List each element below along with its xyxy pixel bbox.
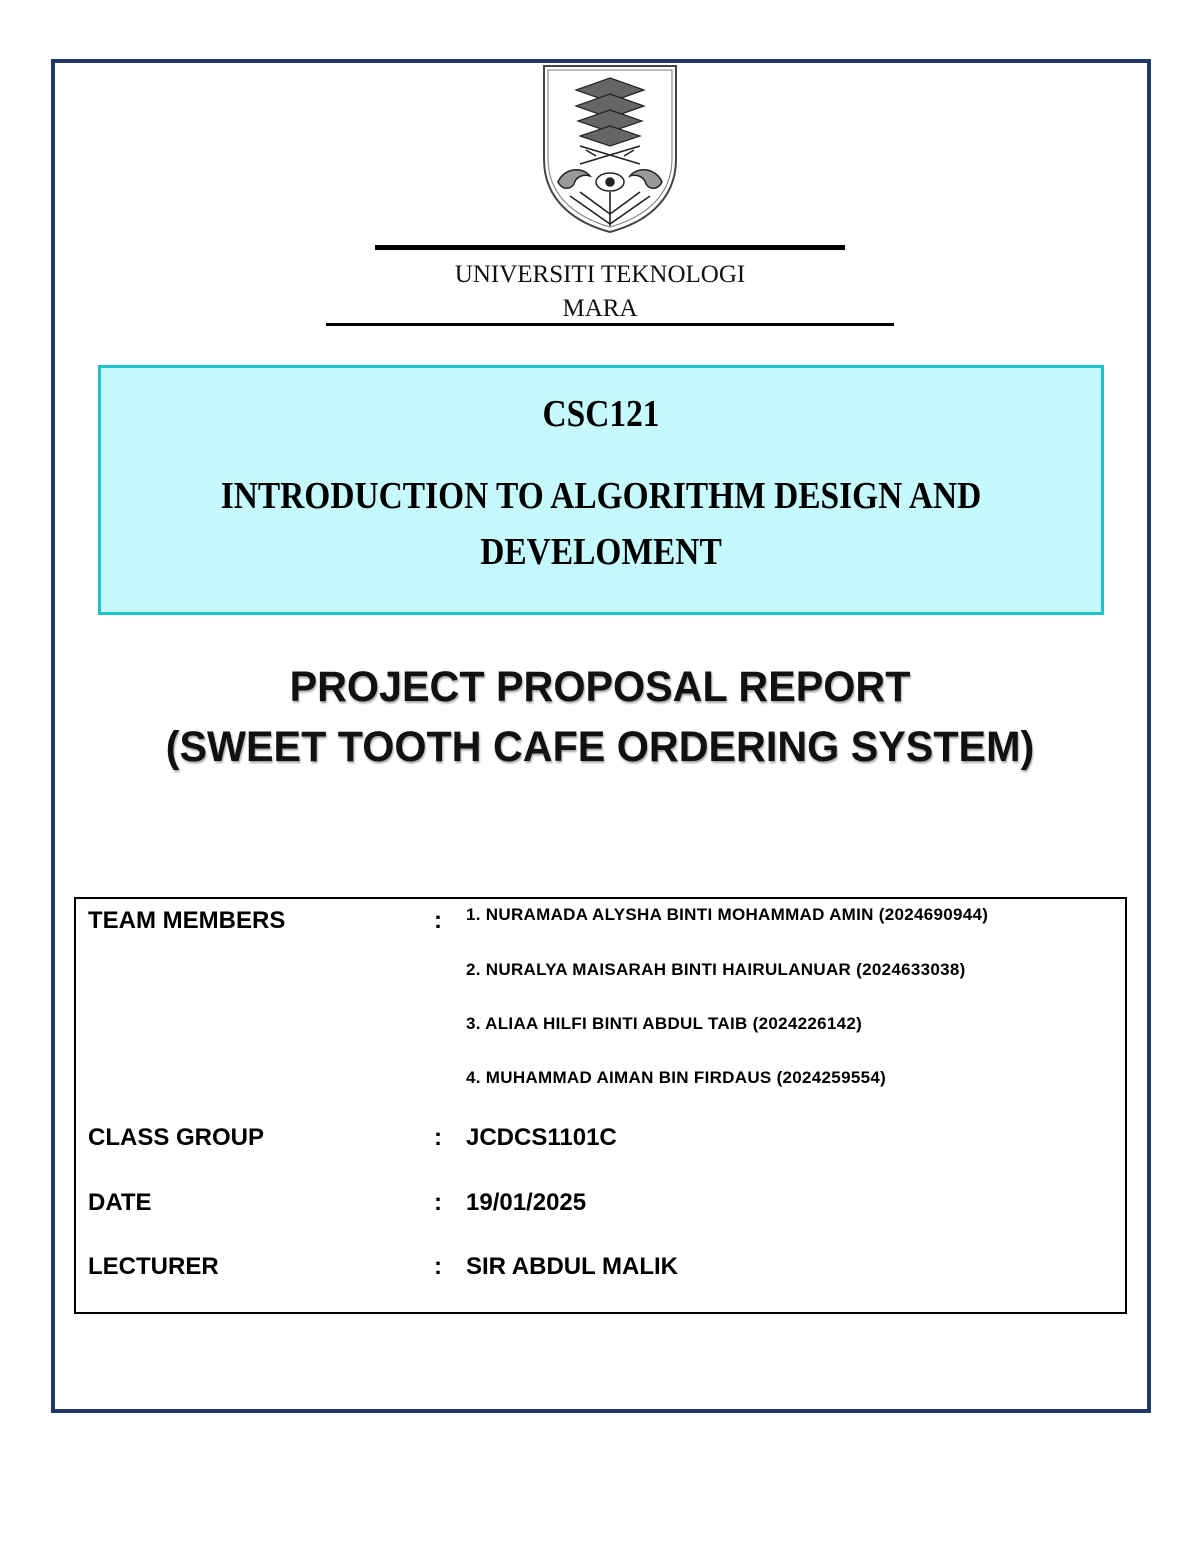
university-name-line2: MARA xyxy=(562,295,638,322)
class-group-separator: : xyxy=(434,1124,442,1151)
team-members-label: TEAM MEMBERS xyxy=(88,907,286,934)
course-title xyxy=(161,468,1041,580)
course-code: CSC121 xyxy=(542,393,660,435)
lecturer-separator: : xyxy=(434,1253,442,1280)
course-title-line2: DEVELOMENT xyxy=(480,531,722,573)
course-title-line1: INTRODUCTION TO ALGORITHM DESIGN AND xyxy=(220,475,982,517)
lecturer-value: SIR ABDUL MALIK xyxy=(466,1253,678,1280)
header-rule-top xyxy=(375,245,845,250)
date-value: 19/01/2025 xyxy=(466,1189,587,1216)
university-name xyxy=(0,258,1200,326)
class-group-label: CLASS GROUP xyxy=(88,1124,265,1151)
report-title xyxy=(24,657,1176,777)
university-name-line1: UNIVERSITI TEKNOLOGI xyxy=(454,261,746,288)
details-table xyxy=(74,897,1127,1314)
course-box xyxy=(98,365,1104,615)
header-rule-bottom xyxy=(326,323,894,326)
team-member-2: 2. NURALYA MAISARAH BINTI HAIRULANUAR (2024633038) xyxy=(466,960,966,979)
lecturer-label: LECTURER xyxy=(88,1253,219,1280)
class-group-value: JCDCS1101C xyxy=(466,1124,617,1151)
team-member-4: 4. MUHAMMAD AIMAN BIN FIRDAUS (2024259554) xyxy=(466,1068,887,1087)
date-label: DATE xyxy=(88,1189,152,1216)
team-member-1: 1. NURAMADA ALYSHA BINTI MOHAMMAD AMIN (2024690944) xyxy=(466,905,989,924)
report-title-line1: PROJECT PROPOSAL REPORT xyxy=(289,663,911,711)
university-crest-icon xyxy=(540,64,680,234)
report-title-line2: (SWEET TOOTH CAFE ORDERING SYSTEM) xyxy=(165,723,1035,771)
team-member-3: 3. ALIAA HILFI BINTI ABDUL TAIB (2024226142) xyxy=(466,1014,863,1033)
team-members-separator: : xyxy=(434,907,442,934)
date-separator: : xyxy=(434,1189,442,1216)
